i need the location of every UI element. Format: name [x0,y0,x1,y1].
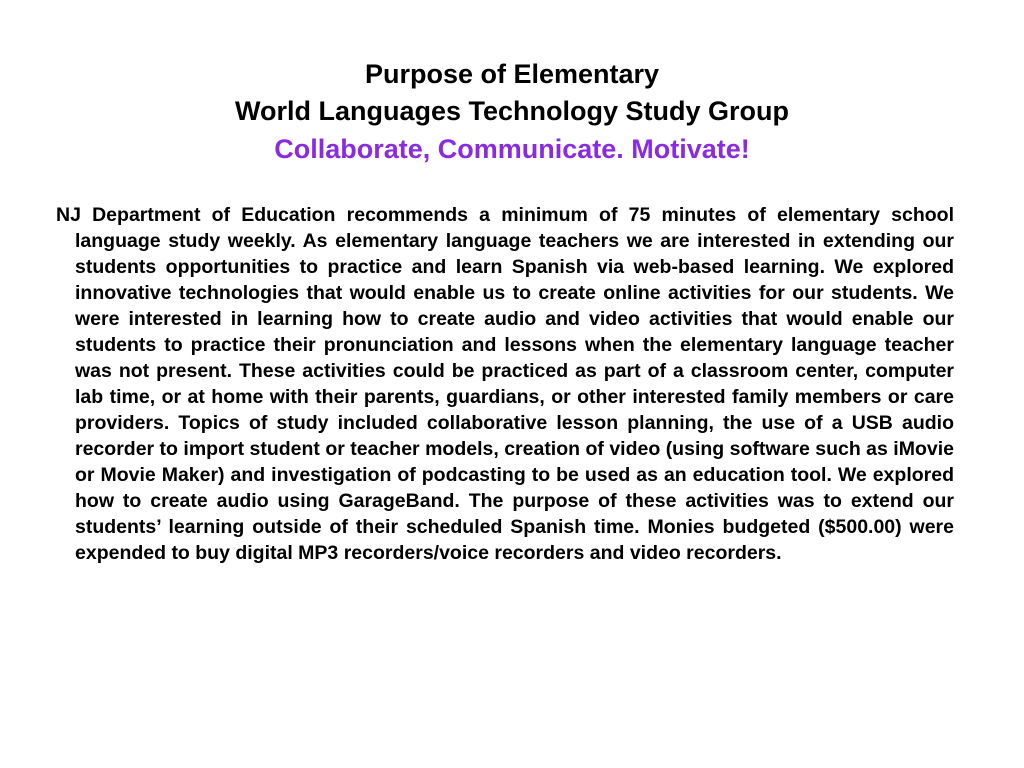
title-block [0,56,1024,168]
title-line-2: World Languages Technology Study Group [234,96,789,126]
title-tagline: Collaborate, Communicate. Motivate! [274,134,750,164]
title-line-1: Purpose of Elementary [364,59,660,89]
body-paragraph: NJ Department of Education recommends a minimum of 75 minutes of elementary school language study weekly. As elementary language teachers we are interested in extending our students opportunities to practice and learn Spanish via web-based learning. We explored innovative technologies that would enable us to create online activities for our students. We were interested in learning how to create audio and video activities that would enable our students to practice their pronunciation and lessons when the elementary language teacher was not present. These activities could be practiced as part of a classroom center, computer lab time, or at home with their parents, guardians, or other interested family members or care providers. Topics of study included collaborative lesson planning, the use of a USB audio recorder to import student or teacher models, creation of video (using software such as iMovie or Movie Maker) and investigation of podcasting to be used as an education tool. We explored how to create audio using GarageBand. The purpose of these activities was to extend our students’ learning outside of their scheduled Spanish time. Monies budgeted ($500.00) were expended to buy digital MP3 recorders/voice recorders and video recorders. [56,204,954,564]
